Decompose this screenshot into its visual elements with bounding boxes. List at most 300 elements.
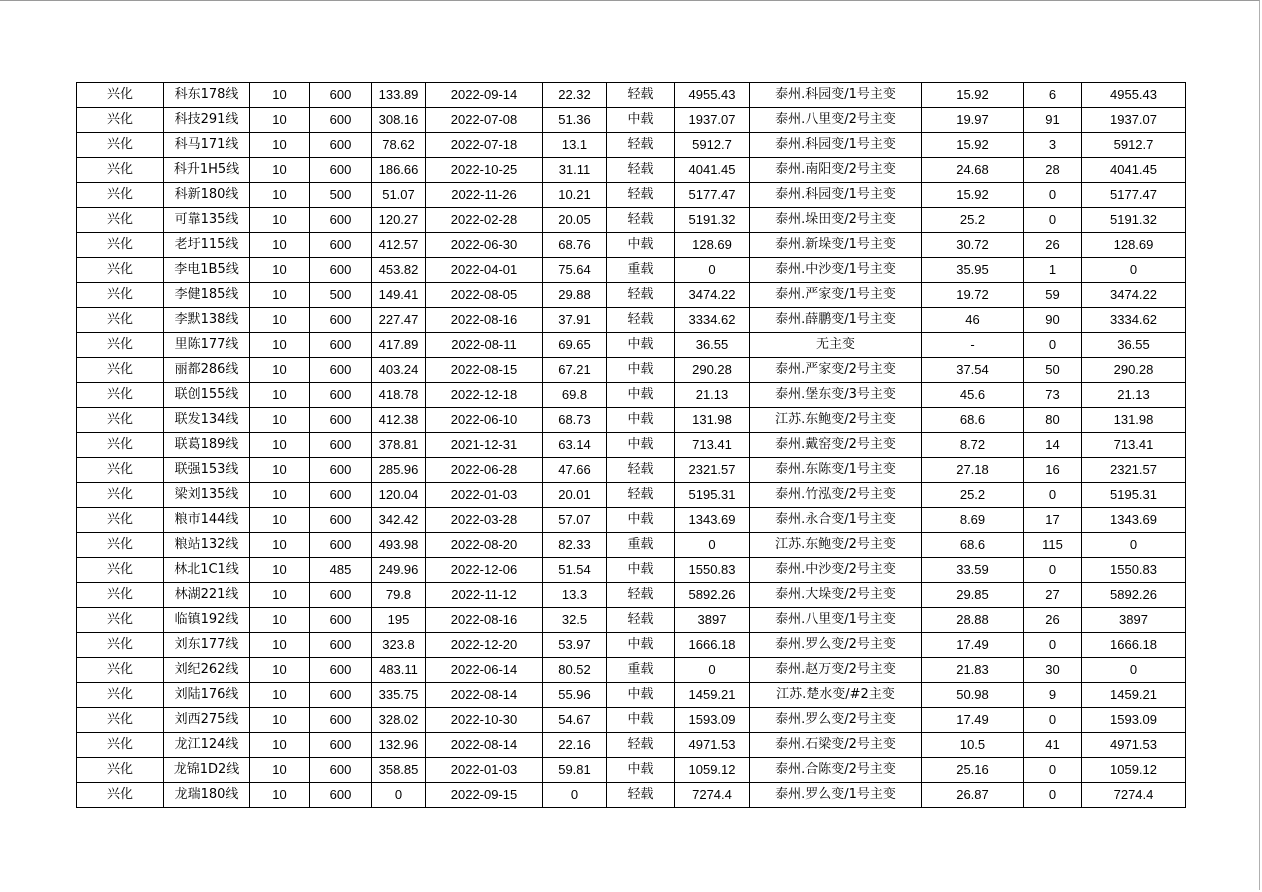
cell-available-capacity: 4955.43: [1082, 83, 1186, 108]
cell-region: 兴化: [77, 183, 164, 208]
cell-region: 兴化: [77, 133, 164, 158]
cell-region: 兴化: [77, 408, 164, 433]
cell-rated-current: 600: [310, 783, 372, 808]
cell-rated-current: 600: [310, 383, 372, 408]
cell-load-current: 149.41: [372, 283, 426, 308]
cell-transformer: 泰州.堡东变/3号主变: [750, 383, 922, 408]
cell-date: 2022-08-05: [426, 283, 543, 308]
cell-region: 兴化: [77, 533, 164, 558]
cell-rated-current: 485: [310, 558, 372, 583]
cell-load-status: 轻载: [607, 83, 675, 108]
cell-spare-capacity: 4955.43: [675, 83, 750, 108]
table-row: [77, 333, 1186, 358]
cell-count: 50: [1024, 358, 1082, 383]
cell-rated-current: 600: [310, 308, 372, 333]
table-row: [77, 483, 1186, 508]
cell-load-current: 358.85: [372, 758, 426, 783]
cell-date: 2022-07-18: [426, 133, 543, 158]
cell-date: 2022-11-26: [426, 183, 543, 208]
cell-transformer-load-rate: 25.16: [922, 758, 1024, 783]
cell-line-name: 科技291线: [164, 108, 250, 133]
cell-load-status: 中载: [607, 408, 675, 433]
cell-transformer: 泰州.戴窑变/2号主变: [750, 433, 922, 458]
cell-available-capacity: 131.98: [1082, 408, 1186, 433]
cell-date: 2022-12-18: [426, 383, 543, 408]
cell-load-status: 中载: [607, 633, 675, 658]
cell-transformer-load-rate: 33.59: [922, 558, 1024, 583]
cell-load-rate: 0: [543, 783, 607, 808]
cell-line-name: 科马171线: [164, 133, 250, 158]
cell-date: 2022-06-28: [426, 458, 543, 483]
cell-line-name: 联葛189线: [164, 433, 250, 458]
cell-available-capacity: 2321.57: [1082, 458, 1186, 483]
feeder-load-table: [76, 82, 1186, 808]
cell-date: 2022-08-16: [426, 308, 543, 333]
cell-line-name: 梁刘135线: [164, 483, 250, 508]
cell-load-rate: 20.01: [543, 483, 607, 508]
cell-load-status: 中载: [607, 683, 675, 708]
cell-region: 兴化: [77, 558, 164, 583]
cell-load-current: 78.62: [372, 133, 426, 158]
cell-load-status: 轻载: [607, 133, 675, 158]
cell-voltage: 10: [250, 83, 310, 108]
cell-load-rate: 68.73: [543, 408, 607, 433]
cell-date: 2022-08-14: [426, 683, 543, 708]
table-row: [77, 258, 1186, 283]
cell-load-rate: 53.97: [543, 633, 607, 658]
cell-count: 0: [1024, 483, 1082, 508]
cell-count: 91: [1024, 108, 1082, 133]
table-row: [77, 108, 1186, 133]
table-row: [77, 508, 1186, 533]
cell-transformer: 泰州.东陈变/1号主变: [750, 458, 922, 483]
table-row: [77, 608, 1186, 633]
cell-load-rate: 67.21: [543, 358, 607, 383]
cell-date: 2022-10-30: [426, 708, 543, 733]
cell-voltage: 10: [250, 258, 310, 283]
cell-date: 2022-12-20: [426, 633, 543, 658]
cell-load-rate: 29.88: [543, 283, 607, 308]
cell-load-current: 227.47: [372, 308, 426, 333]
cell-load-current: 417.89: [372, 333, 426, 358]
cell-line-name: 粮市144线: [164, 508, 250, 533]
cell-spare-capacity: 713.41: [675, 433, 750, 458]
cell-available-capacity: 1550.83: [1082, 558, 1186, 583]
cell-load-rate: 80.52: [543, 658, 607, 683]
cell-line-name: 林北1C1线: [164, 558, 250, 583]
cell-transformer-load-rate: -: [922, 333, 1024, 358]
cell-line-name: 李电1B5线: [164, 258, 250, 283]
cell-load-current: 328.02: [372, 708, 426, 733]
cell-load-status: 中载: [607, 233, 675, 258]
table-row: [77, 408, 1186, 433]
cell-rated-current: 600: [310, 608, 372, 633]
cell-rated-current: 600: [310, 633, 372, 658]
cell-voltage: 10: [250, 233, 310, 258]
cell-count: 27: [1024, 583, 1082, 608]
cell-transformer-load-rate: 15.92: [922, 83, 1024, 108]
cell-transformer-load-rate: 24.68: [922, 158, 1024, 183]
cell-line-name: 临镇192线: [164, 608, 250, 633]
cell-region: 兴化: [77, 733, 164, 758]
cell-rated-current: 600: [310, 83, 372, 108]
cell-load-current: 51.07: [372, 183, 426, 208]
cell-transformer-load-rate: 15.92: [922, 183, 1024, 208]
cell-count: 59: [1024, 283, 1082, 308]
cell-load-current: 79.8: [372, 583, 426, 608]
cell-transformer: 泰州.严家变/2号主变: [750, 358, 922, 383]
cell-load-current: 308.16: [372, 108, 426, 133]
cell-transformer: 泰州.大垛变/2号主变: [750, 583, 922, 608]
table-row: [77, 733, 1186, 758]
cell-voltage: 10: [250, 708, 310, 733]
cell-load-status: 中载: [607, 558, 675, 583]
cell-count: 0: [1024, 633, 1082, 658]
cell-rated-current: 600: [310, 433, 372, 458]
cell-count: 6: [1024, 83, 1082, 108]
cell-available-capacity: 0: [1082, 658, 1186, 683]
cell-count: 80: [1024, 408, 1082, 433]
cell-date: 2022-03-28: [426, 508, 543, 533]
cell-line-name: 联强153线: [164, 458, 250, 483]
cell-available-capacity: 290.28: [1082, 358, 1186, 383]
cell-transformer-load-rate: 19.97: [922, 108, 1024, 133]
cell-transformer: 泰州.严家变/1号主变: [750, 283, 922, 308]
cell-rated-current: 600: [310, 483, 372, 508]
cell-spare-capacity: 1550.83: [675, 558, 750, 583]
cell-load-current: 285.96: [372, 458, 426, 483]
cell-line-name: 龙锦1D2线: [164, 758, 250, 783]
cell-available-capacity: 1059.12: [1082, 758, 1186, 783]
cell-rated-current: 600: [310, 683, 372, 708]
cell-transformer: 泰州.罗么变/2号主变: [750, 633, 922, 658]
cell-spare-capacity: 5195.31: [675, 483, 750, 508]
cell-line-name: 龙江124线: [164, 733, 250, 758]
cell-spare-capacity: 128.69: [675, 233, 750, 258]
cell-load-current: 133.89: [372, 83, 426, 108]
cell-load-status: 轻载: [607, 183, 675, 208]
cell-load-current: 120.04: [372, 483, 426, 508]
cell-load-current: 493.98: [372, 533, 426, 558]
cell-load-status: 中载: [607, 508, 675, 533]
cell-voltage: 10: [250, 383, 310, 408]
cell-line-name: 科东178线: [164, 83, 250, 108]
cell-line-name: 里陈177线: [164, 333, 250, 358]
cell-spare-capacity: 1593.09: [675, 708, 750, 733]
cell-transformer: 泰州.罗么变/2号主变: [750, 708, 922, 733]
cell-transformer-load-rate: 17.49: [922, 633, 1024, 658]
cell-count: 115: [1024, 533, 1082, 558]
cell-load-status: 轻载: [607, 208, 675, 233]
cell-count: 14: [1024, 433, 1082, 458]
cell-voltage: 10: [250, 508, 310, 533]
cell-transformer: 江苏.楚水变/#2主变: [750, 683, 922, 708]
cell-date: 2022-06-14: [426, 658, 543, 683]
cell-available-capacity: 1593.09: [1082, 708, 1186, 733]
cell-load-status: 轻载: [607, 783, 675, 808]
cell-transformer-load-rate: 26.87: [922, 783, 1024, 808]
cell-load-current: 403.24: [372, 358, 426, 383]
cell-region: 兴化: [77, 508, 164, 533]
cell-load-rate: 13.3: [543, 583, 607, 608]
cell-transformer: 泰州.科园变/1号主变: [750, 83, 922, 108]
cell-region: 兴化: [77, 633, 164, 658]
cell-load-status: 重载: [607, 258, 675, 283]
cell-transformer: 泰州.垛田变/2号主变: [750, 208, 922, 233]
cell-rated-current: 600: [310, 233, 372, 258]
cell-region: 兴化: [77, 258, 164, 283]
cell-load-current: 412.57: [372, 233, 426, 258]
cell-spare-capacity: 1937.07: [675, 108, 750, 133]
cell-transformer-load-rate: 68.6: [922, 408, 1024, 433]
cell-load-current: 249.96: [372, 558, 426, 583]
cell-load-current: 132.96: [372, 733, 426, 758]
cell-count: 1: [1024, 258, 1082, 283]
cell-date: 2022-08-14: [426, 733, 543, 758]
table-row: [77, 133, 1186, 158]
cell-date: 2022-04-01: [426, 258, 543, 283]
cell-voltage: 10: [250, 733, 310, 758]
cell-load-current: 412.38: [372, 408, 426, 433]
cell-available-capacity: 1459.21: [1082, 683, 1186, 708]
cell-transformer: 泰州.石梁变/2号主变: [750, 733, 922, 758]
cell-region: 兴化: [77, 308, 164, 333]
cell-transformer-load-rate: 46: [922, 308, 1024, 333]
table-row: [77, 458, 1186, 483]
cell-available-capacity: 0: [1082, 533, 1186, 558]
cell-region: 兴化: [77, 158, 164, 183]
cell-voltage: 10: [250, 658, 310, 683]
cell-load-rate: 82.33: [543, 533, 607, 558]
cell-spare-capacity: 1059.12: [675, 758, 750, 783]
cell-count: 9: [1024, 683, 1082, 708]
cell-region: 兴化: [77, 358, 164, 383]
cell-load-current: 0: [372, 783, 426, 808]
cell-voltage: 10: [250, 608, 310, 633]
cell-load-current: 120.27: [372, 208, 426, 233]
cell-transformer-load-rate: 27.18: [922, 458, 1024, 483]
cell-rated-current: 600: [310, 583, 372, 608]
cell-date: 2022-08-11: [426, 333, 543, 358]
cell-region: 兴化: [77, 458, 164, 483]
cell-transformer: 泰州.永合变/1号主变: [750, 508, 922, 533]
cell-count: 0: [1024, 758, 1082, 783]
cell-load-rate: 63.14: [543, 433, 607, 458]
cell-load-status: 重载: [607, 658, 675, 683]
cell-load-status: 轻载: [607, 483, 675, 508]
cell-line-name: 粮站132线: [164, 533, 250, 558]
cell-count: 16: [1024, 458, 1082, 483]
table-row: [77, 308, 1186, 333]
table-row: [77, 158, 1186, 183]
cell-date: 2022-08-15: [426, 358, 543, 383]
cell-line-name: 刘东177线: [164, 633, 250, 658]
cell-transformer-load-rate: 19.72: [922, 283, 1024, 308]
cell-load-rate: 20.05: [543, 208, 607, 233]
cell-voltage: 10: [250, 633, 310, 658]
cell-load-current: 323.8: [372, 633, 426, 658]
cell-transformer: 泰州.南阳变/2号主变: [750, 158, 922, 183]
table-row: [77, 233, 1186, 258]
cell-region: 兴化: [77, 333, 164, 358]
cell-transformer: 泰州.赵万变/2号主变: [750, 658, 922, 683]
cell-load-status: 轻载: [607, 458, 675, 483]
cell-region: 兴化: [77, 83, 164, 108]
cell-rated-current: 600: [310, 158, 372, 183]
cell-spare-capacity: 36.55: [675, 333, 750, 358]
cell-region: 兴化: [77, 783, 164, 808]
cell-voltage: 10: [250, 683, 310, 708]
cell-load-rate: 57.07: [543, 508, 607, 533]
cell-date: 2022-09-15: [426, 783, 543, 808]
cell-load-rate: 22.16: [543, 733, 607, 758]
table-row: [77, 183, 1186, 208]
cell-rated-current: 600: [310, 733, 372, 758]
cell-load-rate: 54.67: [543, 708, 607, 733]
cell-load-current: 335.75: [372, 683, 426, 708]
cell-available-capacity: 1666.18: [1082, 633, 1186, 658]
cell-available-capacity: 5191.32: [1082, 208, 1186, 233]
cell-line-name: 联发134线: [164, 408, 250, 433]
cell-rated-current: 500: [310, 183, 372, 208]
cell-load-status: 中载: [607, 358, 675, 383]
cell-count: 41: [1024, 733, 1082, 758]
cell-rated-current: 600: [310, 108, 372, 133]
cell-available-capacity: 5195.31: [1082, 483, 1186, 508]
cell-count: 28: [1024, 158, 1082, 183]
cell-load-status: 轻载: [607, 308, 675, 333]
cell-count: 0: [1024, 183, 1082, 208]
cell-load-current: 342.42: [372, 508, 426, 533]
cell-load-rate: 51.36: [543, 108, 607, 133]
cell-available-capacity: 36.55: [1082, 333, 1186, 358]
cell-transformer: 泰州.八里变/2号主变: [750, 108, 922, 133]
cell-load-status: 轻载: [607, 608, 675, 633]
cell-transformer-load-rate: 8.69: [922, 508, 1024, 533]
cell-transformer-load-rate: 45.6: [922, 383, 1024, 408]
cell-transformer: 泰州.科园变/1号主变: [750, 133, 922, 158]
table-body: [77, 83, 1186, 808]
cell-load-rate: 22.32: [543, 83, 607, 108]
cell-transformer: 泰州.八里变/1号主变: [750, 608, 922, 633]
cell-date: 2022-01-03: [426, 483, 543, 508]
cell-count: 0: [1024, 558, 1082, 583]
cell-voltage: 10: [250, 408, 310, 433]
cell-available-capacity: 5892.26: [1082, 583, 1186, 608]
cell-rated-current: 600: [310, 658, 372, 683]
cell-rated-current: 600: [310, 458, 372, 483]
cell-count: 0: [1024, 708, 1082, 733]
cell-line-name: 可靠135线: [164, 208, 250, 233]
cell-line-name: 刘纪262线: [164, 658, 250, 683]
table-row: [77, 758, 1186, 783]
cell-date: 2022-01-03: [426, 758, 543, 783]
cell-date: 2022-06-10: [426, 408, 543, 433]
cell-transformer-load-rate: 37.54: [922, 358, 1024, 383]
table-row: [77, 283, 1186, 308]
cell-line-name: 科升1H5线: [164, 158, 250, 183]
cell-rated-current: 500: [310, 283, 372, 308]
cell-count: 26: [1024, 608, 1082, 633]
cell-transformer: 江苏.东鲍变/2号主变: [750, 533, 922, 558]
cell-rated-current: 600: [310, 133, 372, 158]
cell-spare-capacity: 1343.69: [675, 508, 750, 533]
cell-transformer: 无主变: [750, 333, 922, 358]
cell-region: 兴化: [77, 433, 164, 458]
cell-line-name: 龙瑞180线: [164, 783, 250, 808]
cell-spare-capacity: 5177.47: [675, 183, 750, 208]
table-row: [77, 83, 1186, 108]
cell-transformer: 泰州.合陈变/2号主变: [750, 758, 922, 783]
cell-voltage: 10: [250, 483, 310, 508]
table-row: [77, 208, 1186, 233]
cell-voltage: 10: [250, 358, 310, 383]
cell-transformer-load-rate: 10.5: [922, 733, 1024, 758]
cell-line-name: 老圩115线: [164, 233, 250, 258]
cell-available-capacity: 0: [1082, 258, 1186, 283]
cell-rated-current: 600: [310, 333, 372, 358]
cell-transformer: 泰州.新垛变/1号主变: [750, 233, 922, 258]
cell-spare-capacity: 131.98: [675, 408, 750, 433]
cell-load-current: 483.11: [372, 658, 426, 683]
cell-available-capacity: 21.13: [1082, 383, 1186, 408]
cell-load-status: 中载: [607, 433, 675, 458]
cell-date: 2022-08-20: [426, 533, 543, 558]
cell-spare-capacity: 290.28: [675, 358, 750, 383]
cell-spare-capacity: 5892.26: [675, 583, 750, 608]
cell-voltage: 10: [250, 133, 310, 158]
cell-date: 2022-07-08: [426, 108, 543, 133]
cell-date: 2022-11-12: [426, 583, 543, 608]
cell-voltage: 10: [250, 458, 310, 483]
cell-transformer-load-rate: 28.88: [922, 608, 1024, 633]
cell-voltage: 10: [250, 108, 310, 133]
cell-count: 73: [1024, 383, 1082, 408]
cell-count: 26: [1024, 233, 1082, 258]
table-row: [77, 558, 1186, 583]
table-row: [77, 383, 1186, 408]
cell-load-status: 重载: [607, 533, 675, 558]
cell-region: 兴化: [77, 683, 164, 708]
cell-line-name: 李默138线: [164, 308, 250, 333]
cell-transformer-load-rate: 29.85: [922, 583, 1024, 608]
cell-line-name: 刘西275线: [164, 708, 250, 733]
cell-load-rate: 37.91: [543, 308, 607, 333]
table-row: [77, 658, 1186, 683]
cell-load-rate: 68.76: [543, 233, 607, 258]
cell-count: 17: [1024, 508, 1082, 533]
cell-voltage: 10: [250, 558, 310, 583]
cell-available-capacity: 3334.62: [1082, 308, 1186, 333]
cell-load-status: 中载: [607, 108, 675, 133]
cell-transformer: 泰州.中沙变/1号主变: [750, 258, 922, 283]
cell-transformer: 泰州.罗么变/1号主变: [750, 783, 922, 808]
table-row: [77, 708, 1186, 733]
cell-rated-current: 600: [310, 533, 372, 558]
cell-date: 2022-08-16: [426, 608, 543, 633]
cell-spare-capacity: 1666.18: [675, 633, 750, 658]
cell-rated-current: 600: [310, 758, 372, 783]
cell-spare-capacity: 3897: [675, 608, 750, 633]
cell-region: 兴化: [77, 708, 164, 733]
cell-region: 兴化: [77, 583, 164, 608]
cell-date: 2022-12-06: [426, 558, 543, 583]
cell-spare-capacity: 0: [675, 258, 750, 283]
cell-date: 2022-06-30: [426, 233, 543, 258]
cell-load-status: 轻载: [607, 733, 675, 758]
cell-rated-current: 600: [310, 258, 372, 283]
cell-spare-capacity: 3334.62: [675, 308, 750, 333]
